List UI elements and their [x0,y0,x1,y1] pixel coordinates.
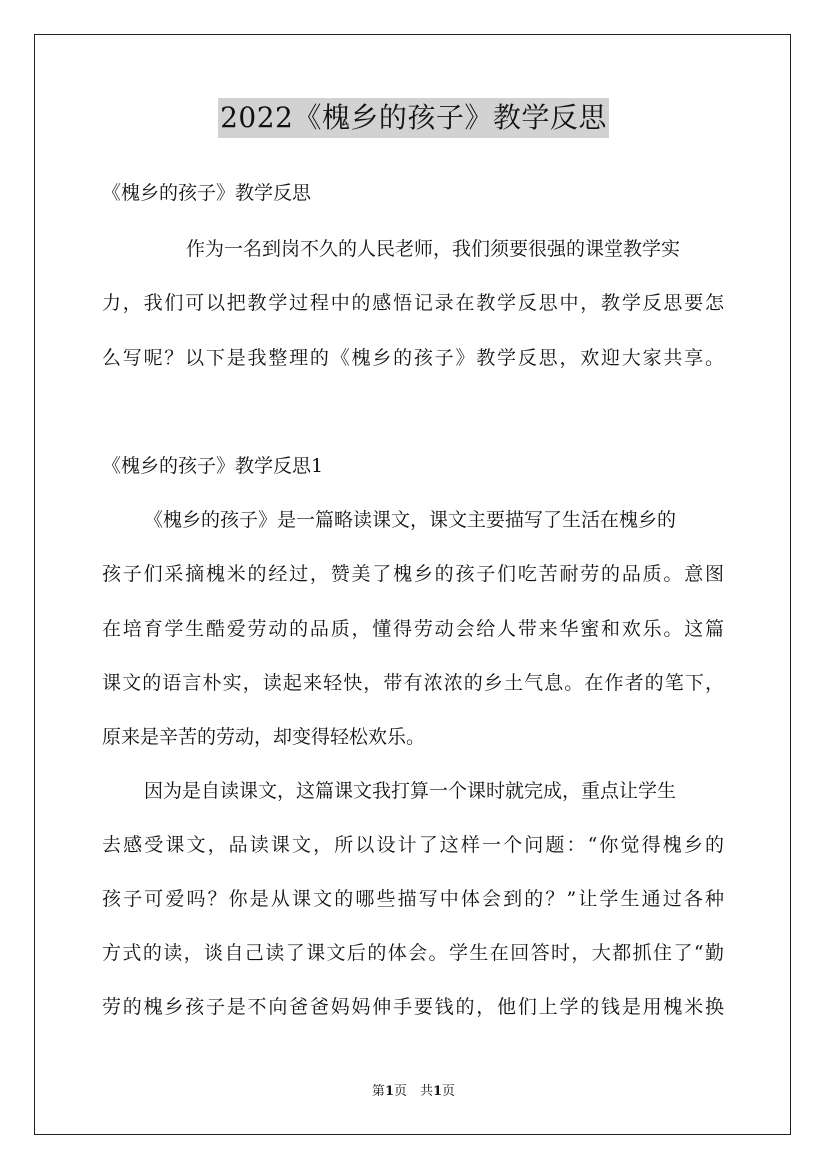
paragraph2-line-3: 孩子可爱吗？你是从课文的哪些描写中体会到的？”让学生通过各种 [102,888,724,910]
section-heading: 《槐乡的孩子》教学反思1 [102,455,324,477]
paragraph2-line-4: 方式的读，谈自己读了课文后的体会。学生在回答时，大都抓住了“勤 [102,942,724,964]
page-footer [0,1083,827,1101]
footer-page-mid: 页 共 [393,1084,433,1099]
document-title: 2022《槐乡的孩子》教学反思 [218,98,609,138]
paragraph2-line-2: 去感受课文，品读课文，所以设计了这样一个问题：“你觉得槐乡的 [102,834,724,856]
paragraph2-line-5: 劳的槐乡孩子是不向爸爸妈妈伸手要钱的，他们上学的钱是用槐米换 [102,996,724,1018]
paragraph1-line-5: 原来是辛苦的劳动，却变得轻松欢乐。 [102,726,426,748]
intro-line-3: 么写呢？以下是我整理的《槐乡的孩子》教学反思，欢迎大家共享。 [102,347,724,369]
paragraph1-line-4: 课文的语言朴实，读起来轻快，带有浓浓的乡土气息。在作者的笔下， [102,672,724,694]
intro-line-1: 作为一名到岗不久的人民老师，我们须要很强的课堂教学实 [186,238,681,260]
footer-page-current: 1 [384,1084,394,1099]
document-subtitle: 《槐乡的孩子》教学反思 [102,182,312,204]
paragraph1-line-3: 在培育学生酷爱劳动的品质，懂得劳动会给人带来华蜜和欢乐。这篇 [102,618,724,640]
footer-page-total: 1 [433,1084,443,1099]
paragraph1-line-1: 《槐乡的孩子》是一篇略读课文，课文主要描写了生活在槐乡的 [144,509,677,531]
footer-page-prefix: 第 [371,1084,385,1099]
paragraph2-line-1: 因为是自读课文，这篇课文我打算一个课时就完成，重点让学生 [144,780,677,802]
paragraph1-line-2: 孩子们采摘槐米的经过，赞美了槐乡的孩子们吃苦耐劳的品质。意图 [102,563,724,585]
intro-line-2: 力，我们可以把教学过程中的感悟记录在教学反思中，教学反思要怎 [102,292,724,314]
title-wrap [0,98,827,138]
footer-page-suffix: 页 [442,1084,456,1099]
